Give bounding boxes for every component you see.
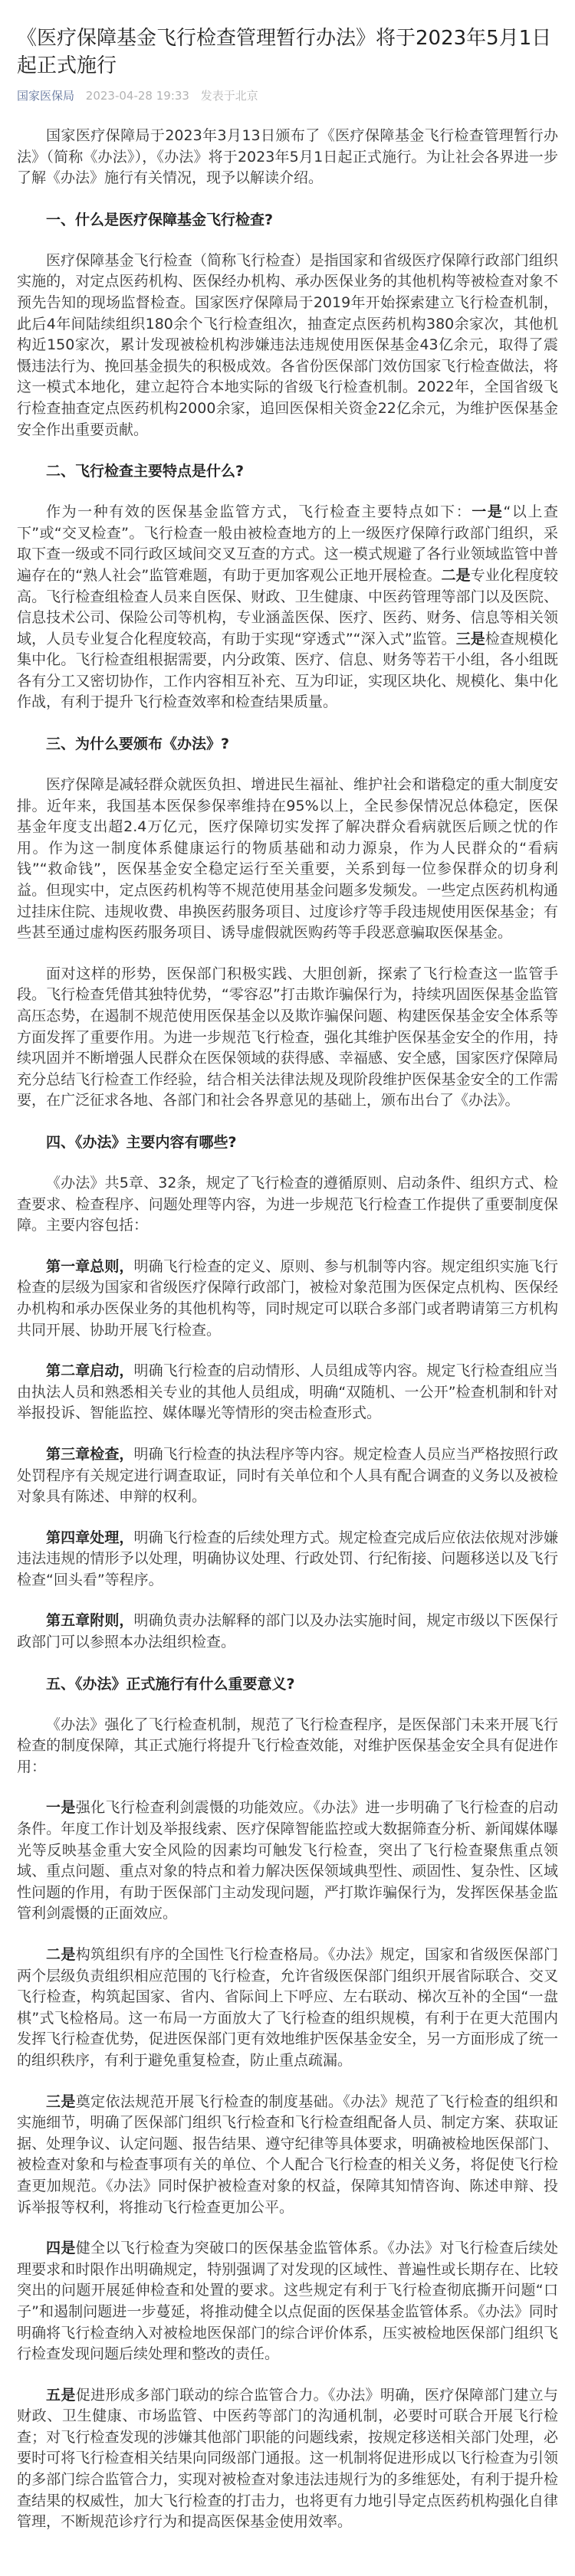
- paragraph: [17, 1611, 558, 1653]
- paragraph-text: 明确飞行检查的后续处理方式。规定检查完成后应依法依规对涉嫌违法违规的情形予以处理，明确协议处理、行政处罚、行纪衔接、问题移送以及飞行检查“回头看”等程序。: [17, 1529, 558, 1588]
- paragraph: [17, 2092, 558, 2219]
- paragraph: [17, 1257, 558, 1341]
- paragraph-text: 明确飞行检查的执法程序等内容。规定检查人员应当严格按照行政处罚程序有关规定进行调查取证，同时有关单位和个人具有配合调查的义务以及被检对象具有陈述、申辩的权利。: [17, 1445, 558, 1506]
- paragraph-lead: 一是: [46, 1799, 76, 1817]
- paragraph-lead: 第二章启动，: [46, 1362, 134, 1380]
- paragraph-lead: 三是: [46, 2093, 76, 2110]
- paragraph-text: 检查规模化集中化。飞行检查组根据需要，内分政策、医疗、信息、财务等若干小组，各小组既各有分工又密切协作，工作内容相互补充、互为印证，实现区块化、规模化、集中化作战，有利于提升飞行检查效率和检查结果质量。: [17, 630, 558, 711]
- section-heading: 五、《办法》正式施行有什么重要意义?: [46, 1675, 295, 1693]
- paragraph-text: 作为一种有效的医保基金监管方式，飞行检查主要特点如下：: [46, 503, 472, 521]
- paragraph-lead: 四是: [46, 2240, 76, 2257]
- paragraph-lead: 五是: [46, 2386, 76, 2404]
- paragraph-text: 专业化程度较高。飞行检查组检查人员来自医保、财政、卫生健康、中医药管理等部门以及医院、信息技术公司、保险公司等机构，专业涵盖医保、医疗、医药、财务、信息等相关领域，人员专业复合化程度较高，有助于实现“穿透式”“深入式”监管。: [17, 566, 558, 647]
- paragraph: 《办法》共5章、32条，规定了飞行检查的遵循原则、启动条件、组织方式、检查要求、检查程序、问题处理等内容，为进一步规范飞行检查工作提供了重要制度保障。主要内容包括：: [17, 1174, 558, 1234]
- paragraph: 国家医疗保障局于2023年3月13日颁布了《医疗保障基金飞行检查管理暂行办法》（简称《办法》），《办法》将于2023年5月1日起正式施行。为让社会各界进一步了解《办法》施行有关情况，现予以解读介绍。: [17, 127, 558, 187]
- paragraph-lead: 第三章检查，: [46, 1445, 134, 1463]
- paragraph: 医疗保障基金飞行检查（简称飞行检查）是指国家和省级医疗保障行政部门组织实施的，对定点医药机构、医保经办机构、承办医保业务的其他机构等被检查对象不预先告知的现场监督检查。国家医疗保障局于2019年开始探索建立飞行检查机制，此后4年间陆续组织180余个飞行检查组次，抽查定点医药机构380余家次，其他机构近150家次，累计发现被检机构涉嫌违法违规使用医保基金43亿余元，取得了震慑违法行为、挽回基金损失的积极成效。各省份医保部门效仿国家飞行检查做法，将这一模式本地化，建立起符合本地实际的省级飞行检查机制。2022年，全国省级飞行检查抽查定点医药机构2000余家，追回医保相关资金22亿余元，为维护医保基金安全作出重要贡献。: [17, 251, 558, 438]
- paragraph-lead: 二是: [46, 1946, 76, 1963]
- paragraph-lead: 第一章总则，: [46, 1257, 134, 1275]
- paragraph-text: 构筑组织有序的全国性飞行检查格局。《办法》规定，国家和省级医保部门两个层级负责组织相应范围的飞行检查，允许省级医保部门组织开展省际联合、交叉飞行检查，构筑起国家、省内、省际间上下呼应、左右联动、梯次互补的全国“一盘棋”式飞检格局。这一布局一方面放大了飞行检查的组织规模，有利于在更大范围内发挥飞行检查优势，促进医保部门更有效地维护医保基金安全，另一方面形成了统一的组织秩序，有利于避免重复检查，防止重点疏漏。: [17, 1946, 558, 2069]
- paragraph-text: 强化飞行检查利剑震慑的功能效应。《办法》进一步明确了飞行检查的启动条件。年度工作计划及举报线索、医疗保障智能监控或大数据筛查分析、新闻媒体曝光等反映基金重大安全风险的因素均可触发飞行检查，突出了飞行检查聚焦重点领域、重点问题、重点对象的特点和着力解决医保领域典型性、顽固性、复杂性、区域性问题的作用，有助于医保部门主动发现问题，严打欺诈骗保行为，发挥医保基金监管利剑震慑的正面效应。: [17, 1799, 558, 1922]
- source-account-link[interactable]: 国家医保局: [17, 89, 75, 103]
- paragraph-lead: 二是: [441, 566, 471, 584]
- paragraph: 医疗保障是减轻群众就医负担、增进民生福祉、维护社会和谐稳定的重大制度安排。近年来，我国基本医保参保率维持在95%以上，全民参保情况总体稳定，医保基金年度支出超2.4万亿元，医疗保障切实发挥了解决群众看病就医后顾之忧的作用。作为这一制度体系健康运行的物质基础和动力源泉，作为人民群众的“看病钱”“救命钱”，医保基金安全稳定运行至关重要，关系到每一位参保群众的切身利益。但现实中，定点医药机构等不规范使用基金问题多发频发。一些定点医药机构通过挂床住院、违规收费、串换医药服务项目、过度诊疗等手段违规使用医保基金；有些甚至通过虚构医药服务项目、诱导虚假就医购药等手段恶意骗取医保基金。: [17, 776, 558, 942]
- paragraph: [17, 1798, 558, 1925]
- section-heading: 四、《办法》主要内容有哪些?: [46, 1133, 237, 1151]
- article-title: 《医疗保障基金飞行检查管理暂行办法》将于2023年5月1日起正式施行: [17, 27, 552, 77]
- paragraph: 《办法》强化了飞行检查机制，规范了飞行检查程序，是医保部门未来开展飞行检查的制度保障，其正式施行将提升飞行检查效能，对维护医保基金安全具有促进作用：: [17, 1716, 558, 1775]
- paragraph: [17, 1361, 558, 1424]
- paragraph-lead: 一是: [472, 503, 504, 521]
- paragraph: [17, 1444, 558, 1508]
- paragraph-text: 促进形成多部门联动的综合监管合力。《办法》明确，医疗保障部门建立与财政、卫生健康、市场监管、中医药等部门的沟通机制，必要时可联合开展飞行检查；对飞行检查发现的涉嫌其他部门职能的问题线索，按规定移送相关部门处理，必要时可将飞行检查相关结果向同级部门通报。这一机制将促进形成以飞行检查为引领的多部门综合监管合力，实现对被检查对象违法违规行为的多维惩处，有利于提升检查结果的权威性，加大飞行检查的打击力，也将更有力地引导定点医药机构强化自律管理，不断规范诊疗行为和提高医保基金使用效率。: [17, 2386, 558, 2531]
- paragraph: [17, 2385, 558, 2533]
- paragraph: [17, 2238, 558, 2365]
- section-heading: 一、什么是医疗保障基金飞行检查?: [46, 211, 274, 228]
- paragraph: [17, 1945, 558, 2072]
- paragraph-text: 奠定依法规范开展飞行检查的制度基础。《办法》规范了飞行检查的组织和实施细节，明确了医保部门组织飞行检查和飞行检查组配备人员、制定方案、获取证据、处理争议、认定问题、报告结果、遵守纪律等具体要求，明确被检地医保部门、被检查对象和与检查事项有关的单位、个人配合飞行检查的相关义务，将促使飞行检查更加规范。《办法》同时保护被检查对象的权益，保障其知情咨询、陈述申辩、投诉举报等权利，将推动飞行检查更加公平。: [17, 2093, 558, 2216]
- paragraph: 面对这样的形势，医保部门积极实践、大胆创新，探索了飞行检查这一监管手段。飞行检查凭借其独特优势，“零容忍”打击欺诈骗保行为，持续巩固医保基金监管高压态势，在遏制不规范使用医保基金以及欺诈骗保问题、构建医保基金安全体系等方面发挥了重要作用。为进一步规范飞行检查，强化其维护医保基金安全的作用，持续巩固并不断增强人民群众在医保领域的获得感、幸福感、安全感，国家医疗保障局充分总结飞行检查工作经验，结合相关法律法规及现阶段维护医保基金安全的工作需要，在广泛征求各地、各部门和社会各界意见的基础上，颁布出台了《办法》。: [17, 965, 558, 1109]
- paragraph-text: “以上查下”或“交叉检查”。飞行检查一般由被检查地方的上一级医疗保障行政部门组织，采取下查一级或不同行政区域间交叉互查的方式。这一模式规避了各行业领域监管中普遍存在的“熟人社会”监管难题，有助于更加客观公正地开展检查。: [17, 503, 558, 584]
- article-meta: [17, 87, 558, 104]
- paragraph: [17, 1528, 558, 1591]
- paragraph-text: 健全以飞行检查为突破口的医保基金监管体系。《办法》对飞行检查后续处理要求和时限作出明确规定，特别强调了对发现的区域性、普遍性或长期存在、比较突出的问题开展延伸检查和处置的要求。这些规定有利于飞行检查彻底撕开问题“口子”和遏制问题进一步蔓延，将推动健全以点促面的医保基金监管体系。《办法》同时明确将飞行检查纳入对被检地医保部门的综合评价体系，压实被检地医保部门组织飞行检查发现问题后续处理和整改的责任。: [17, 2240, 558, 2363]
- paragraph-text: 明确负责办法解释的部门以及办法实施时间，规定市级以下医保行政部门可以参照本办法组织检查。: [17, 1612, 558, 1651]
- publish-time: 2023-04-28 19:33: [85, 89, 189, 103]
- paragraph-text: 明确飞行检查的启动情形、人员组成等内容。规定飞行检查组应当由执法人员和熟悉相关专业的其他人员组成，明确“双随机、一公开”检查机制和针对举报投诉、智能监控、媒体曝光等情形的突击检查形式。: [17, 1362, 558, 1422]
- publish-location: 发表于北京: [200, 89, 258, 103]
- paragraph: [17, 502, 558, 713]
- paragraph-lead: 第五章附则，: [46, 1612, 134, 1630]
- section-heading: 二、飞行检查主要特点是什么?: [46, 463, 245, 480]
- section-heading: 三、为什么要颁布《办法》?: [46, 736, 230, 753]
- paragraph-lead: 三是: [455, 630, 485, 647]
- paragraph-text: 明确飞行检查的定义、原则、参与机制等内容。规定组织实施飞行检查的层级为国家和省级医疗保障行政部门，被检对象范围为医保定点机构、医保经办机构和承办医保业务的其他机构等，同时规定可以联合多部门或者聘请第三方机构共同开展、协助开展飞行检查。: [17, 1257, 558, 1339]
- paragraph-lead: 第四章处理，: [46, 1529, 134, 1546]
- article-body: [17, 126, 558, 2533]
